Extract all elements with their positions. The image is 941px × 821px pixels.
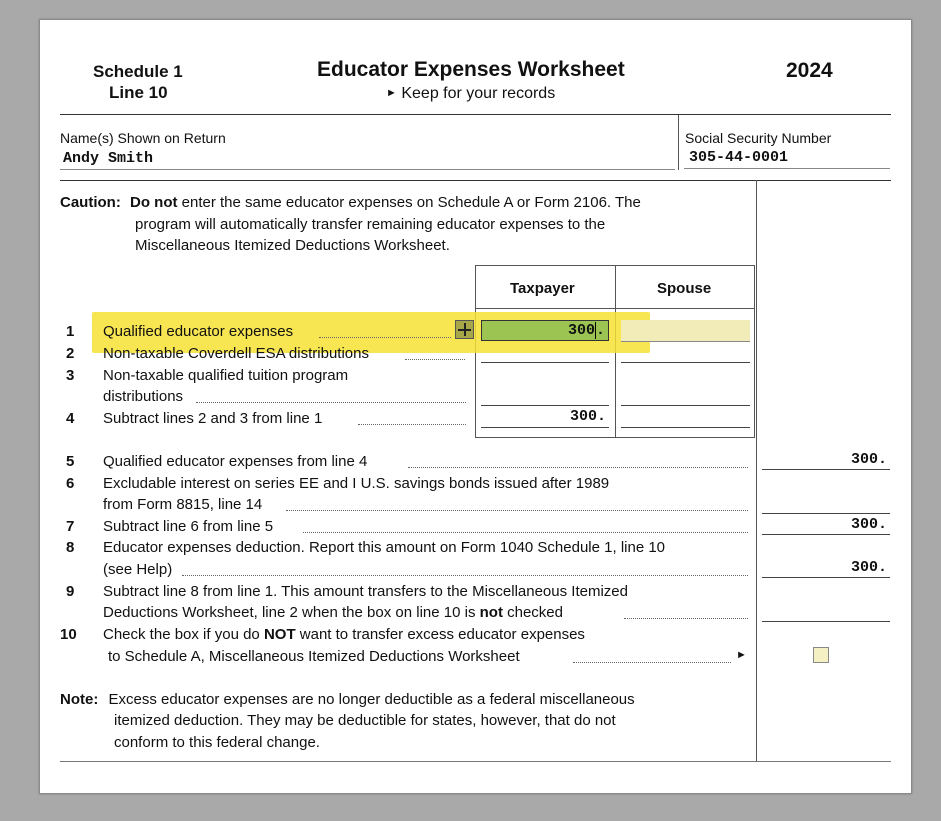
line-10-number: 10: [60, 626, 77, 643]
note-line3: conform to this federal change.: [114, 734, 320, 751]
line-10-text-c: want to transfer excess educator expenses: [299, 626, 585, 643]
line-3-leader: [196, 400, 466, 403]
line-6-amount-field: [762, 493, 890, 514]
line-9-amount-field: [762, 601, 890, 622]
line-7-amount-field: [762, 514, 890, 535]
line-5-number: 5: [66, 453, 75, 470]
line-10-label: [103, 626, 585, 644]
name-ssn-divider: [678, 115, 679, 170]
ssn-value[interactable]: 305-44-0001: [689, 149, 789, 166]
line-1-taxpayer-input[interactable]: [481, 320, 609, 341]
line-4-leader: [358, 422, 466, 425]
subtitle: [386, 85, 555, 104]
line-5-label: Qualified educator expenses from line 4: [103, 453, 368, 470]
line-1-number: 1: [66, 323, 75, 340]
line-8-amount: 300.: [850, 559, 887, 576]
line-8-label: Educator expenses deduction. Report this amount on Form 1040 Schedule 1, line 10: [103, 539, 666, 556]
line-9-text-c: checked: [507, 604, 563, 621]
line-4-spouse-field: [621, 407, 750, 428]
taxpayer-column-header: Taxpayer: [510, 280, 575, 297]
names-label: Name(s) Shown on Return: [60, 130, 226, 146]
line-3-number: 3: [66, 367, 75, 384]
line-6-number: 6: [66, 475, 75, 492]
caution-text: [60, 194, 641, 212]
line-7-leader: [303, 530, 748, 533]
header-divider: [60, 114, 891, 115]
ssn-label: Social Security Number: [685, 130, 832, 146]
line-7-number: 7: [66, 518, 75, 535]
note-line1: Excess educator expenses are no longer deductible as a federal miscellaneous: [108, 691, 635, 708]
line-5-amount: 300.: [850, 451, 887, 468]
line-4-label: Subtract lines 2 and 3 from line 1: [103, 410, 323, 427]
line-1-taxpayer-value: 300: [567, 322, 595, 339]
caution-line3: Miscellaneous Itemized Deductions Worksheet.: [135, 237, 450, 254]
line-8-number: 8: [66, 539, 75, 556]
name-underline: [60, 169, 675, 170]
line-6-leader: [286, 508, 748, 511]
line-9-text-a: Deductions Worksheet, line 2 when the box on line 10 is: [103, 604, 476, 621]
expand-plus-icon[interactable]: [455, 320, 474, 339]
line-1-leader: [319, 335, 451, 338]
line-1-taxpayer-suffix: .: [595, 322, 605, 339]
line-3-taxpayer-input[interactable]: [481, 385, 609, 406]
tax-year: 2024: [786, 59, 833, 82]
line-9-label-cont: [103, 604, 563, 622]
line-10-text-a: Check the box if you do: [103, 626, 260, 643]
line-2-number: 2: [66, 345, 75, 362]
line-5-amount-field: [762, 449, 890, 470]
ssn-underline: [684, 168, 890, 169]
line-8-leader: [182, 573, 748, 576]
line-9-leader: [624, 616, 748, 619]
line-7-label: Subtract line 6 from line 5: [103, 518, 274, 535]
caution-bold: Do not: [130, 194, 178, 211]
line-3-spouse-input[interactable]: [621, 385, 750, 406]
line-9-text-not: not: [479, 604, 503, 621]
note-line2: itemized deduction. They may be deductible for states, however, that do not: [114, 712, 616, 729]
amount-column-divider: [756, 180, 757, 761]
schedule-label: Schedule 1: [93, 62, 183, 81]
line-1-spouse-input[interactable]: [621, 320, 750, 341]
taxpayer-name[interactable]: Andy Smith: [63, 150, 154, 167]
page-title: Educator Expenses Worksheet: [317, 58, 625, 81]
footer-divider: [60, 761, 891, 762]
line-4-number: 4: [66, 410, 75, 427]
line-3-label: Non-taxable qualified tuition program: [103, 367, 349, 384]
line-2-taxpayer-input[interactable]: [481, 342, 609, 363]
line-7-amount: 300.: [850, 516, 887, 533]
subtitle-text: Keep for your records: [401, 85, 556, 102]
line-4-taxpayer-field: [481, 407, 609, 428]
line-9-label: Subtract line 8 from line 1. This amount transfers to the Miscellaneous Itemized: [103, 583, 628, 600]
transfer-excess-checkbox[interactable]: [813, 647, 829, 663]
line-6-label: Excludable interest on series EE and I U.S. savings bonds issued after 1989: [103, 475, 610, 492]
line-2-label: Non-taxable Coverdell ESA distributions: [103, 345, 369, 362]
line-label: Line 10: [109, 83, 168, 102]
line-10-leader: [573, 660, 731, 663]
column-header-divider: [475, 308, 755, 309]
caution-label: Caution:: [60, 194, 121, 211]
section-divider: [60, 180, 891, 181]
arrow-right-icon: ►: [386, 87, 397, 99]
line-10-label-cont: to Schedule A, Miscellaneous Itemized Deductions Worksheet: [108, 648, 520, 665]
line-6-label-cont: from Form 8815, line 14: [103, 496, 263, 513]
line-3-label-cont: distributions: [103, 388, 184, 405]
line-9-number: 9: [66, 583, 75, 600]
spouse-column-header: Spouse: [657, 280, 712, 297]
caution-line2: program will automatically transfer remaining educator expenses to the: [135, 216, 606, 233]
line-8-amount-field: [762, 557, 890, 578]
line-2-spouse-input[interactable]: [621, 342, 750, 363]
caution-line1: enter the same educator expenses on Schedule A or Form 2106. The: [181, 194, 641, 211]
line-4-taxpayer-value: 300.: [569, 408, 606, 425]
note-label: Note:: [60, 691, 99, 708]
line-8-label-cont: (see Help): [103, 561, 173, 578]
worksheet-page: [39, 19, 912, 794]
line-5-leader: [408, 465, 748, 468]
line-2-leader: [405, 357, 465, 360]
line-10-text-not: NOT: [263, 626, 296, 643]
line-1-label: Qualified educator expenses: [103, 323, 294, 340]
line-10-arrow-icon: ►: [736, 649, 747, 661]
note-text: [60, 691, 635, 709]
